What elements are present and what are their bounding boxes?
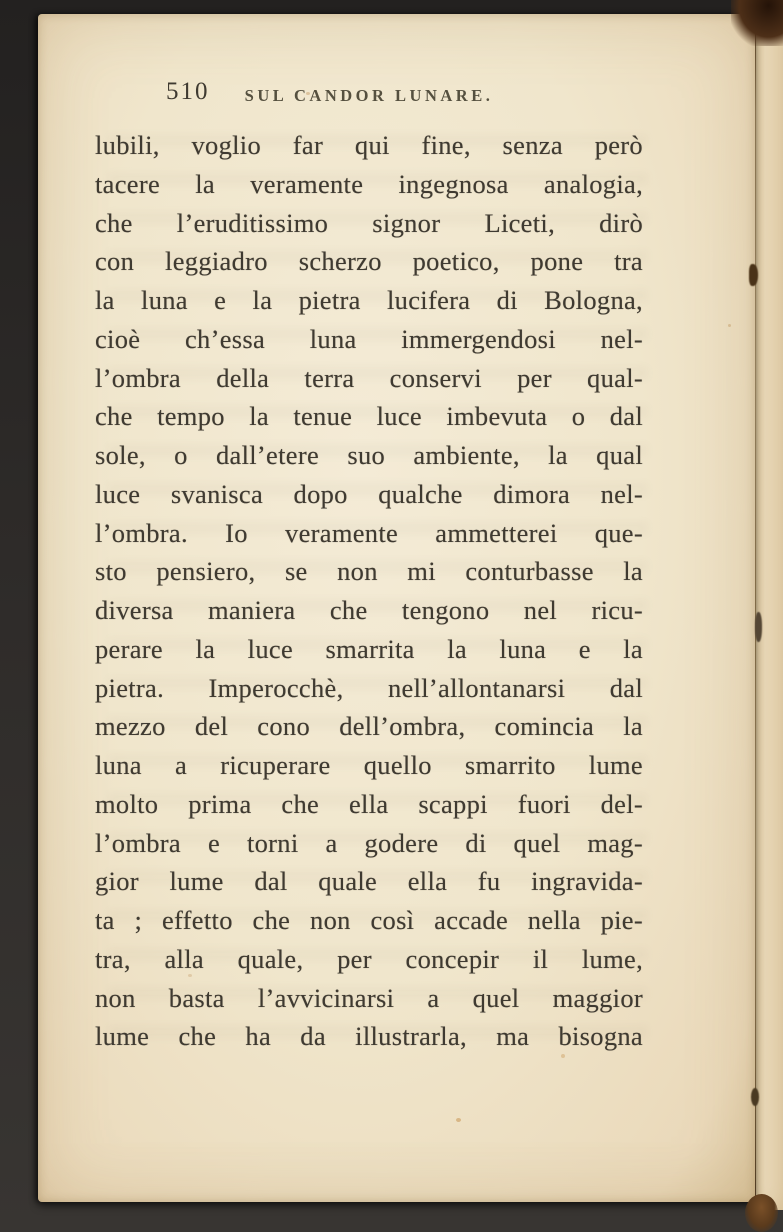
text-line: lubili, voglio far qui fine, senza però	[95, 130, 643, 160]
running-header-title: SUL CANDOR LUNARE.	[244, 86, 494, 105]
foxing-speck	[306, 92, 310, 95]
edge-blemish	[749, 264, 758, 286]
text-line: mezzo del cono dell’ombra, comincia la	[95, 711, 643, 742]
text-line: sto pensiero, se non mi conturbasse la	[95, 556, 643, 587]
text-line: gior lume dal quale ella fu ingravida-	[95, 866, 643, 897]
text-line: non basta l’avvicinarsi a quel maggior	[95, 982, 643, 1013]
text-block	[95, 126, 643, 1056]
text-line: la luna e la pietra lucifera di Bologna,	[95, 285, 643, 315]
text-line: lume che ha da illustrarla, ma bisogna	[95, 1021, 643, 1052]
text-line: sole, o dall’etere suo ambiente, la qual	[95, 440, 643, 470]
text-line: tacere la veramente ingegnosa analogia,	[95, 168, 643, 199]
edge-blemish	[755, 612, 762, 642]
text-line: con leggiadro scherzo poetico, pone tra	[95, 246, 643, 277]
text-line: che l’eruditissimo signor Liceti, dirò	[95, 207, 643, 238]
text-line: cioè ch’essa luna immergendosi nel-	[95, 323, 643, 354]
foxing-speck	[561, 1054, 565, 1058]
text-line: l’ombra della terra conservi per qual-	[95, 362, 643, 393]
book-page	[38, 14, 755, 1202]
foxing-speck	[728, 324, 731, 327]
text-line: molto prima che ella scappi fuori del-	[95, 788, 643, 819]
page-number: 510	[166, 78, 210, 105]
text-line: luce svanisca dopo qualche dimora nel-	[95, 478, 643, 509]
edge-blemish	[751, 1088, 759, 1106]
text-line: che tempo la tenue luce imbevuta o dal	[95, 401, 643, 432]
binding-corner-stain	[731, 0, 783, 46]
text-line: perare la luce smarrita la luna e la	[95, 633, 643, 664]
text-line: luna a ricuperare quello smarrito lume	[95, 750, 643, 780]
foxing-speck	[456, 1118, 461, 1122]
text-line: tra, alla quale, per concepir il lume,	[95, 943, 643, 974]
binding-bottom-stain	[745, 1194, 778, 1232]
text-line: ta ; effetto che non così accade nella pie-	[95, 905, 643, 935]
text-line: l’ombra e torni a godere di quel mag-	[95, 827, 643, 858]
text-line: diversa maniera che tengono nel ricu-	[95, 595, 643, 625]
text-line: l’ombra. Io veramente ammetterei que-	[95, 517, 643, 548]
text-line: pietra. Imperocchè, nell’allontanarsi dal	[95, 672, 643, 703]
foxing-speck	[188, 974, 192, 977]
